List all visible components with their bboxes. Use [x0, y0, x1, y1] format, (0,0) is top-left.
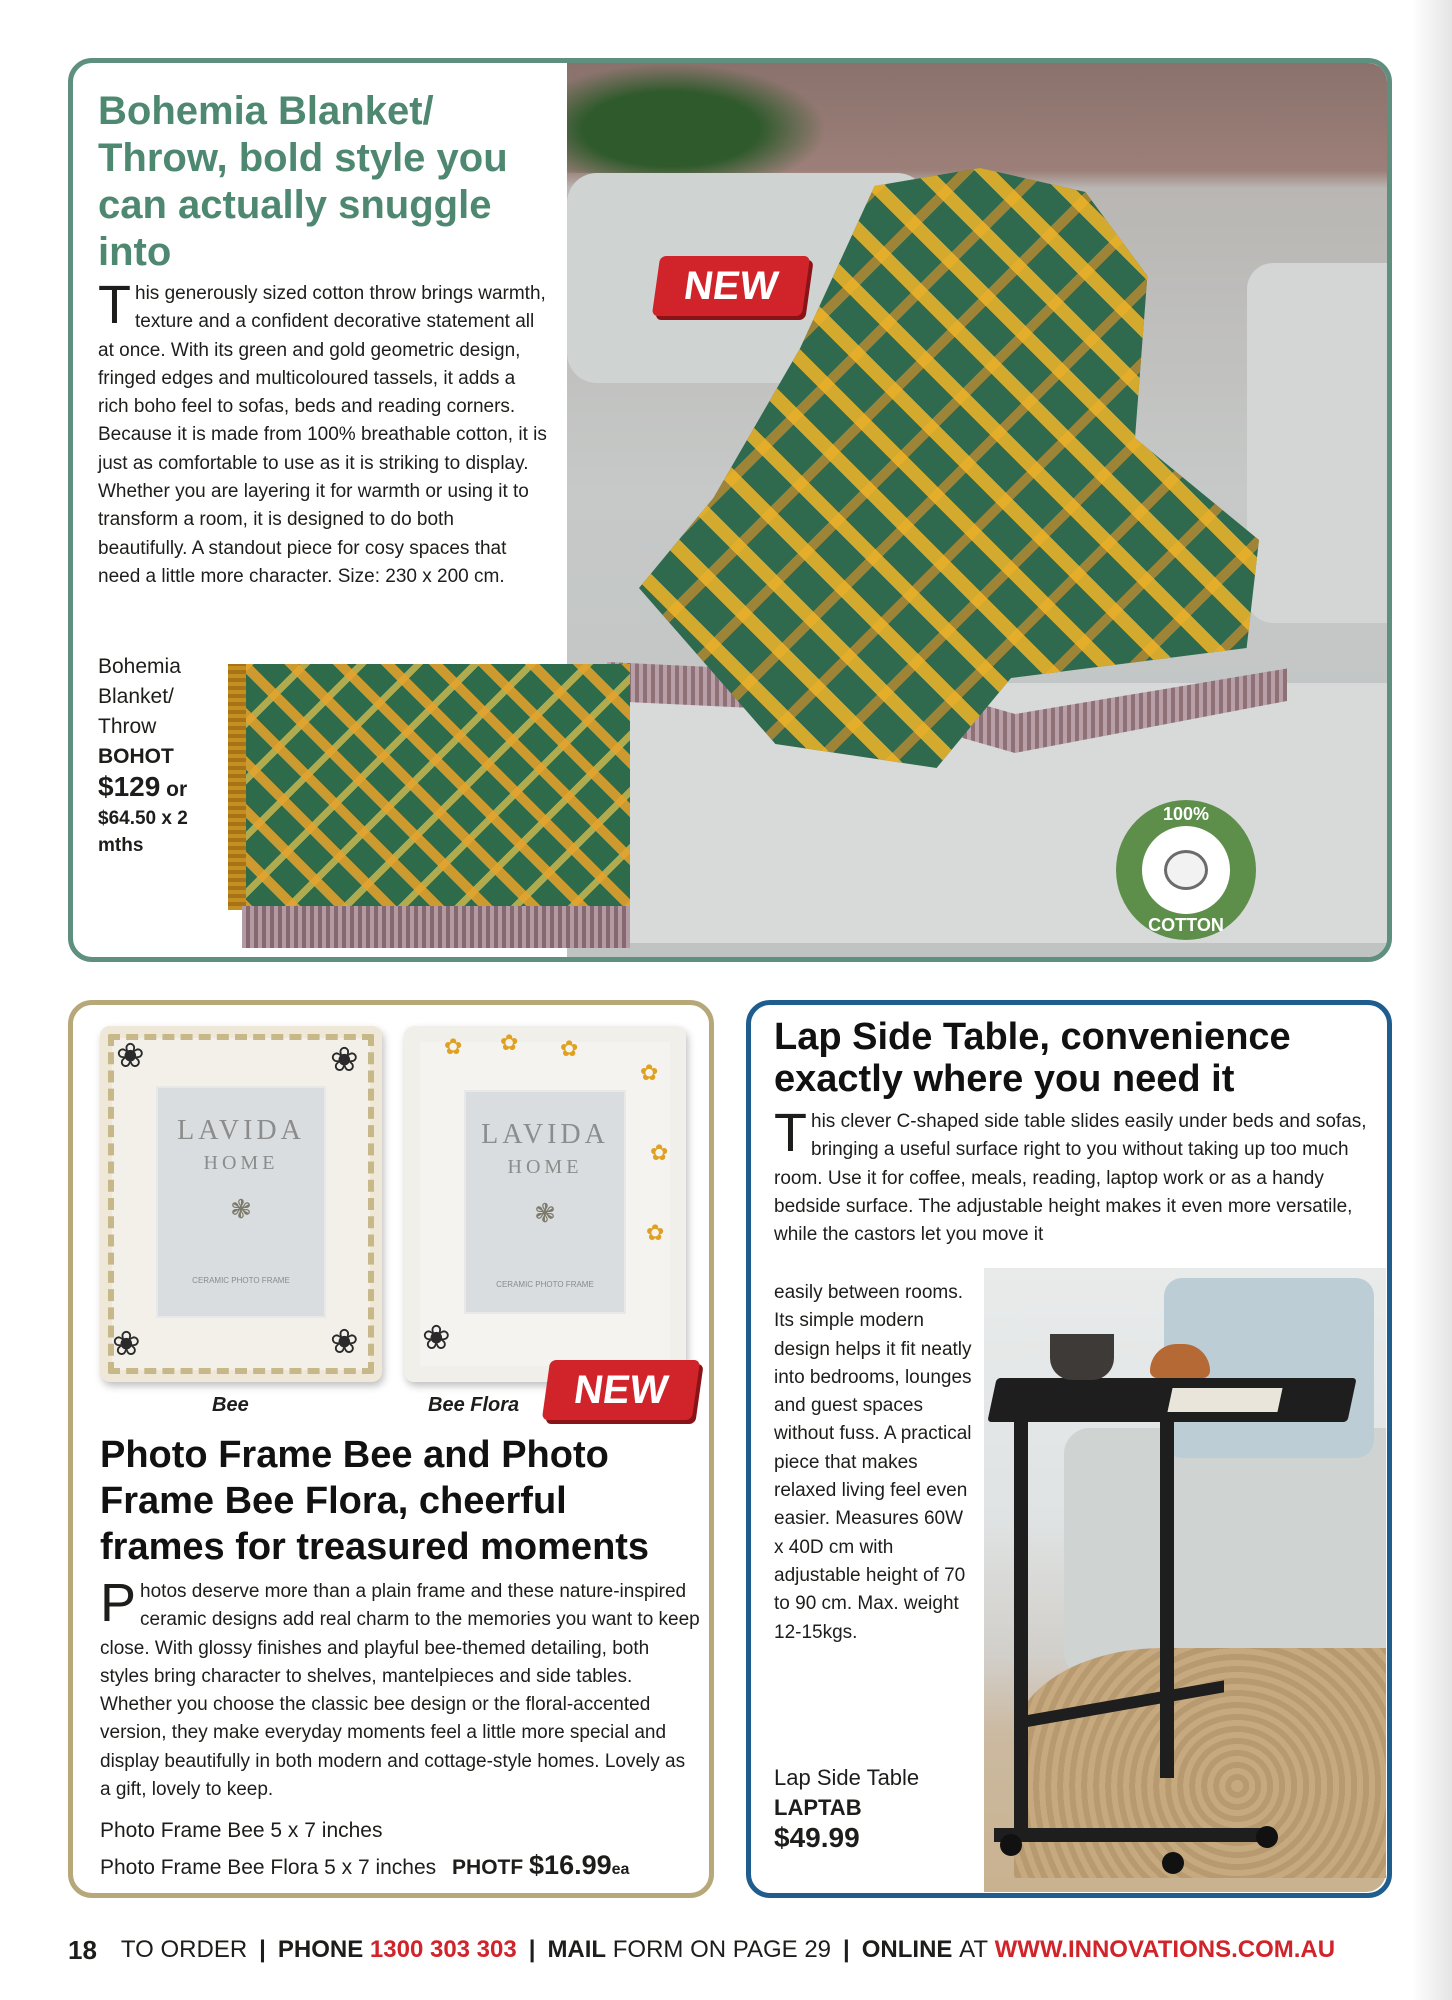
table-leg — [1014, 1418, 1028, 1838]
frame-brand-line1: LAVIDA — [177, 1115, 305, 1146]
table-base — [994, 1828, 1274, 1842]
table-leg — [1160, 1418, 1174, 1778]
flower-icon: ✿ — [646, 1220, 665, 1245]
footer-separator: | — [259, 1936, 266, 1963]
blanket-body-text: his generously sized cotton throw brings warmth, texture and a confident decorative statement all at once. With its green and gold geometric design, fringed edges and multicoloured tassels, it adds a rich boho feel to sofas, beds and reading corners. Because it is made from 100% breathable cotton, it is just as comfortable to use as it is striking to display. Whether you are layering it for warmth or using it to transform a room, it is designed to do both beautifully. A standout piece for cosy spaces that need a little more character. Size: 230 x 200 cm. — [98, 283, 547, 587]
lap-table-photo — [984, 1268, 1386, 1892]
rug — [1014, 1648, 1386, 1878]
cotton-badge-percent: 100% — [1162, 804, 1210, 824]
table-description-top — [774, 1103, 1374, 1249]
castor-wheel — [1000, 1834, 1022, 1856]
table-body-text-top: his clever C-shaped side table slides easily under beds and sofas, bringing a useful surface right to you without taking up too much room. Use it for coffee, meals, reading, laptop work or as a handy bedside surface. The adjustable height makes it even more versatile, while the castors let you move it — [774, 1111, 1367, 1246]
coffee-cup — [1050, 1334, 1114, 1380]
footer-separator: | — [843, 1936, 850, 1963]
folded-blanket-side-fringe — [228, 664, 246, 910]
caption-bee-flora: Bee Flora — [428, 1394, 520, 1416]
castor-wheel — [1256, 1826, 1278, 1848]
frames-description — [100, 1573, 700, 1804]
frames-product-line1: Photo Frame Bee 5 x 7 inches — [100, 1819, 383, 1842]
table-description-narrow: easily between rooms. Its simple modern design helps it fit neatly into bedrooms, lounges and guest spaces without fuss. A practical piece that makes relaxed living feel even easier. Measures 60W x 40D cm with adjustable height of 70 to 90 cm. Max. weight 12-15kgs. — [774, 1282, 972, 1643]
footer-phone-number[interactable]: 1300 303 303 — [369, 1936, 517, 1963]
blanket-dropcap: T — [98, 275, 131, 335]
bee-icon: ❀ — [330, 1041, 359, 1079]
footer-online-label: ONLINE — [861, 1936, 953, 1963]
blanket-description — [98, 275, 548, 591]
cotton-badge-center — [1142, 826, 1230, 914]
blanket-product-info — [98, 652, 228, 859]
page-number: 18 — [68, 1934, 97, 1965]
table-dropcap: T — [774, 1103, 807, 1163]
frame-brand-line2: HOME — [203, 1152, 279, 1174]
open-book — [1167, 1388, 1282, 1412]
flower-icon: ✿ — [650, 1140, 669, 1165]
frames-product-code: PHOTF — [452, 1856, 524, 1879]
footer-mail-text: FORM ON PAGE 29 — [612, 1936, 832, 1963]
flower-icon: ✿ — [444, 1034, 463, 1059]
table-price: $49.99 — [774, 1822, 860, 1853]
page-footer — [68, 1930, 1398, 1970]
blanket-price-or: or — [166, 778, 188, 801]
footer-separator: | — [528, 1936, 536, 1963]
frame-photo-window — [156, 1086, 326, 1318]
frames-price: $16.99 — [529, 1850, 612, 1880]
frame-photo-window — [464, 1090, 626, 1314]
flower-icon: ✿ — [500, 1030, 519, 1055]
new-badge-frames: NEW — [542, 1360, 700, 1420]
cotton-boll-icon — [1164, 850, 1208, 890]
blanket-sofa-photo — [567, 63, 1387, 957]
frame-ceramic-text: CERAMIC PHOTO FRAME — [192, 1276, 290, 1285]
footer-mail-label: MAIL — [547, 1936, 607, 1963]
frame-ceramic-text: CERAMIC PHOTO FRAME — [496, 1280, 594, 1289]
table-headline: Lap Side Table, convenience exactly where you need it — [774, 1016, 1291, 1100]
footer-phone-label: PHONE — [277, 1936, 364, 1963]
bee-icon: ❀ — [422, 1319, 451, 1357]
frames-product-line2: Photo Frame Bee Flora 5 x 7 inches — [100, 1856, 437, 1879]
frames-headline: Photo Frame Bee and Photo Frame Bee Flora, cheerful frames for treasured moments — [100, 1434, 650, 1568]
flower-icon: ✿ — [560, 1036, 579, 1061]
frames-price-suffix: ea — [611, 1861, 630, 1878]
frame-logo-icon: ❃ — [230, 1194, 252, 1224]
bee-icon: ❀ — [112, 1325, 141, 1363]
blanket-installment: $64.50 x 2 mths — [98, 808, 188, 856]
page-edge-shadow — [1412, 0, 1452, 2000]
table-product-name: Lap Side Table — [774, 1765, 920, 1790]
frames-dropcap: P — [100, 1573, 137, 1633]
castor-wheel — [1162, 1852, 1184, 1874]
footer-online-at: AT — [959, 1936, 988, 1963]
new-badge-blanket: NEW — [652, 256, 810, 316]
cotton-badge — [1116, 800, 1256, 940]
cotton-badge-label: COTTON — [1148, 915, 1224, 935]
folded-blanket-pattern — [242, 664, 630, 910]
blanket-product-code: BOHOT — [98, 745, 174, 768]
blanket-headline: Bohemia Blanket/ Throw, bold style you can actually snuggle into — [98, 89, 508, 274]
frame-brand-line2: HOME — [507, 1156, 583, 1178]
plant-decoration — [567, 63, 827, 173]
frame-brand-line1: LAVIDA — [481, 1119, 609, 1150]
frames-body-text: hotos deserve more than a plain frame and these nature-inspired ceramic designs add real charm to the memories you want to keep close. With glossy finishes and playful bee-themed detailing, both styles bring character to shelves, mantelpieces and side tables. Whether you choose the classic bee design or the floral-accented version, they make everyday moments feel a little more special and display beautifully in both modern and cottage-style homes. Lovely as a gift, lovely to keep. — [100, 1581, 700, 1801]
footer-to-order: TO ORDER — [120, 1936, 248, 1963]
blanket-product-name: Bohemia Blanket/ Throw — [98, 655, 181, 738]
table-product-code: LAPTAB — [774, 1795, 862, 1820]
footer-website-link[interactable]: WWW.INNOVATIONS.COM.AU — [994, 1936, 1336, 1963]
blanket-price: $129 — [98, 771, 161, 802]
sofa-arm — [1247, 263, 1387, 623]
table-product-info — [774, 1763, 974, 1853]
folded-blanket-bottom-fringe — [242, 906, 630, 948]
bee-icon: ❀ — [330, 1323, 359, 1361]
caption-bee: Bee — [212, 1394, 249, 1416]
frame-logo-icon: ❃ — [534, 1198, 556, 1228]
sofa — [1064, 1428, 1386, 1678]
frames-product-info — [100, 1814, 700, 1887]
flower-icon: ✿ — [640, 1060, 659, 1085]
bee-icon: ❀ — [116, 1037, 145, 1075]
folded-blanket-image — [228, 660, 630, 948]
